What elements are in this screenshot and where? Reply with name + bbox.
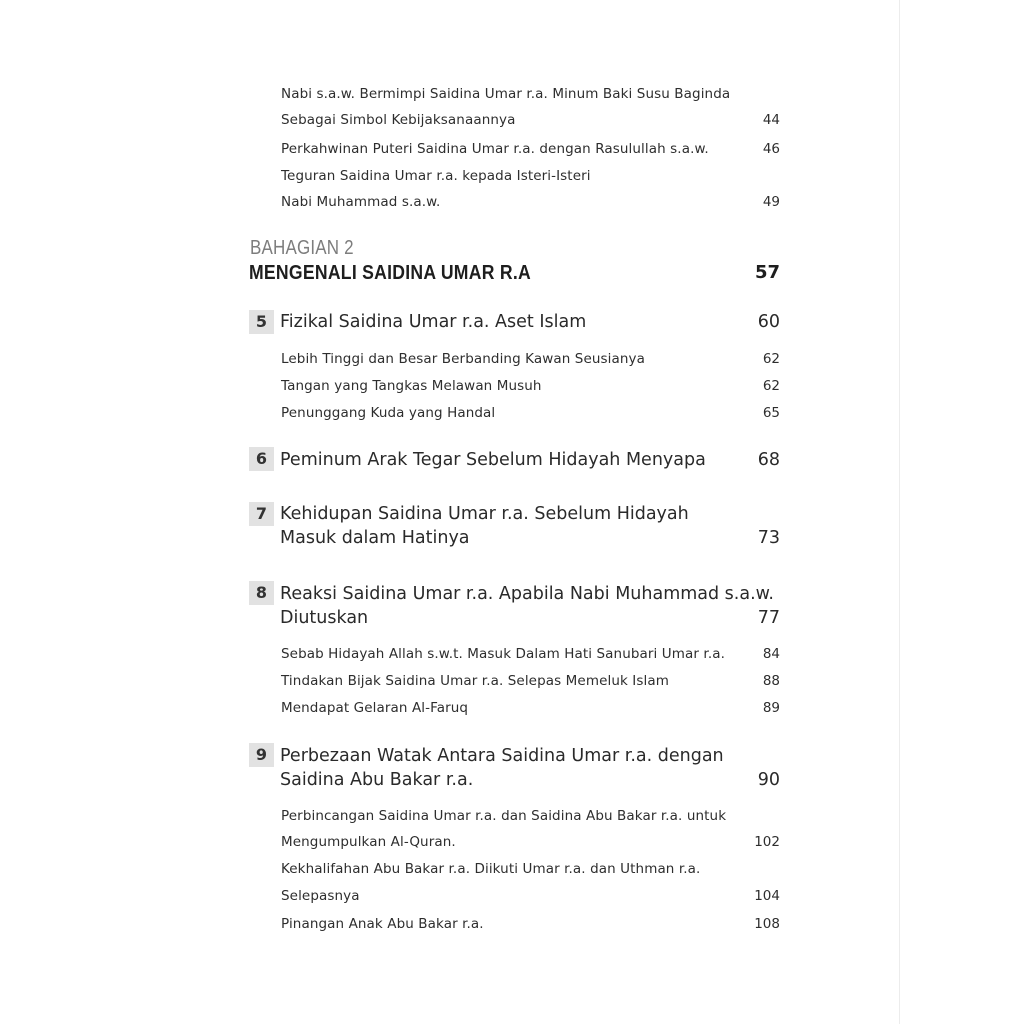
toc-entry-line: Nabi Muhammad s.a.w. [281,194,441,210]
section-page-number: 62 [762,351,780,367]
part-page-number: 57 [754,262,780,283]
section-title: Penunggang Kuda yang Handal [281,405,496,421]
section-page-number: 62 [762,378,780,394]
section-title: Kekhalifahan Abu Bakar r.a. Diikuti Umar r.a. dan Uthman r.a. [281,861,701,877]
chapter-number-box: 5 [249,310,274,334]
section-page-number: 65 [762,405,780,421]
toc-entry-line: Sebagai Simbol Kebijaksanaannya [281,112,516,128]
chapter-number-box: 6 [249,447,274,471]
section-title-line2: Mengumpulkan Al-Quran. [281,834,456,850]
chapter-title-line2: Diutuskan [280,608,369,628]
chapter-page-number: 77 [757,608,780,628]
chapter-number-box: 7 [249,502,274,526]
section-title-line2: Selepasnya [281,888,360,904]
chapter-page-number: 90 [757,770,780,790]
section-title: Tangan yang Tangkas Melawan Musuh [281,378,542,394]
chapter-number-box: 9 [249,743,274,767]
chapter-title-line2: Masuk dalam Hatinya [280,528,470,548]
chapter-page-number: 60 [757,312,780,332]
toc-entry-line: Teguran Saidina Umar r.a. kepada Isteri-Isteri [281,168,591,184]
toc-page-number: 46 [762,141,780,157]
toc-entry-line: Perkahwinan Puteri Saidina Umar r.a. dengan Rasulullah s.a.w. [281,141,709,157]
chapter-title: Kehidupan Saidina Umar r.a. Sebelum Hidayah [280,504,689,524]
chapter-title: Peminum Arak Tegar Sebelum Hidayah Menyapa [280,450,706,470]
section-title: Tindakan Bijak Saidina Umar r.a. Selepas Memeluk Islam [281,673,669,689]
chapter-title: Fizikal Saidina Umar r.a. Aset Islam [280,312,587,332]
part-title: MENGENALI SAIDINA UMAR R.A [249,262,531,284]
section-page-number: 88 [762,673,780,689]
section-page-number: 89 [762,700,780,716]
section-page-number: 84 [762,646,780,662]
section-title: Mendapat Gelaran Al-Faruq [281,700,469,716]
section-page-number: 108 [754,916,780,932]
section-title: Sebab Hidayah Allah s.w.t. Masuk Dalam Hati Sanubari Umar r.a. [281,646,725,662]
page-edge [899,0,900,1024]
chapter-title: Reaksi Saidina Umar r.a. Apabila Nabi Muhammad s.a.w. [280,584,774,604]
chapter-page-number: 68 [757,450,780,470]
part-label: BAHAGIAN 2 [250,237,354,259]
section-title: Lebih Tinggi dan Besar Berbanding Kawan Seusianya [281,351,645,367]
toc-page-number: 44 [762,112,780,128]
chapter-number-box: 8 [249,581,274,605]
chapter-title-line2: Saidina Abu Bakar r.a. [280,770,474,790]
toc-page-number: 49 [762,194,780,210]
section-page-number: 104 [754,888,780,904]
toc-entry-line: Nabi s.a.w. Bermimpi Saidina Umar r.a. Minum Baki Susu Baginda [281,86,731,102]
section-title: Pinangan Anak Abu Bakar r.a. [281,916,484,932]
section-title: Perbincangan Saidina Umar r.a. dan Saidina Abu Bakar r.a. untuk [281,808,727,824]
section-page-number: 102 [754,834,780,850]
chapter-page-number: 73 [757,528,780,548]
chapter-title: Perbezaan Watak Antara Saidina Umar r.a. dengan [280,746,724,766]
